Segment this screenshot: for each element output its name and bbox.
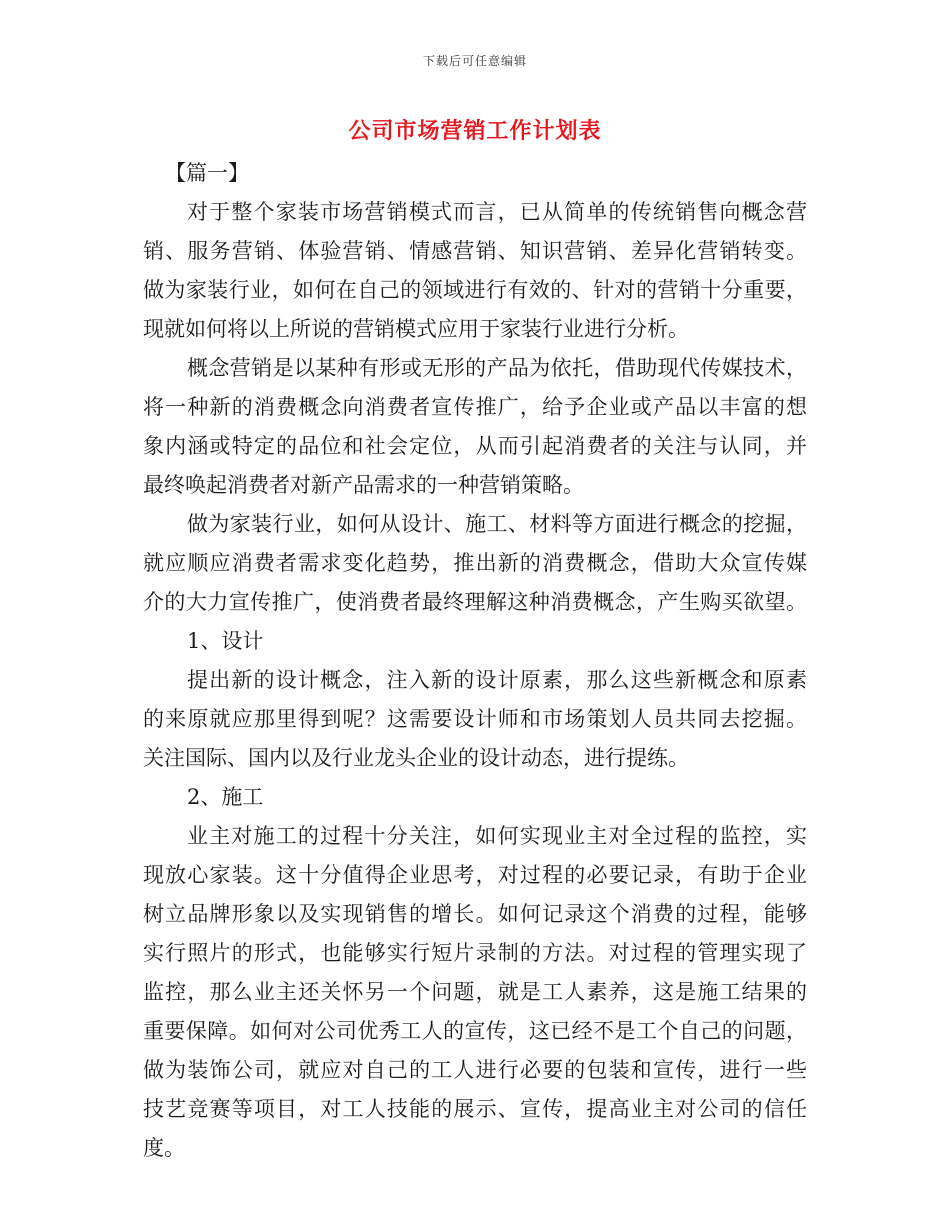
text-line: 树立品牌形象以及实现销售的增长。如何记录这个消费的过程，能够 (143, 902, 807, 926)
document-title: 公司市场营销工作计划表 (348, 118, 602, 144)
text-line: 最终唤起消费者对新产品需求的一种营销策略。 (143, 473, 584, 497)
text-line: 现放心家装。这十分值得企业思考，对过程的必要记录，有助于企业 (143, 863, 807, 887)
text-line: 就应顺应消费者需求变化趋势，推出新的消费概念，借助大众宣传媒 (143, 551, 807, 575)
text-line: 做为家装行业，如何在自己的领域进行有效的、针对的营销十分重要， (143, 278, 807, 302)
text-line: 象内涵或特定的品位和社会定位，从而引起消费者的关注与认同，并 (143, 434, 807, 458)
paragraph (143, 661, 807, 778)
text-line: 业主对施工的过程十分关注，如何实现业主对全过程的监控，实 (187, 824, 807, 848)
text-line: 实行照片的形式，也能够实行短片录制的方法。对过程的管理实现了 (143, 941, 807, 965)
paragraph (143, 817, 807, 1168)
subsection-heading: 1、设计 (187, 629, 264, 653)
text-line: 度。 (143, 1136, 185, 1160)
text-line: 重要保障。如何对公司优秀工人的宣传，这已经不是工个自己的问题， (143, 1019, 807, 1043)
text-line: 介的大力宣传推广，使消费者最终理解这种消费概念，产生购买欲望。 (143, 590, 807, 614)
section-label: 【篇一】 (165, 161, 249, 185)
text-line: 概念营销是以某种有形或无形的产品为依托，借助现代传媒技术， (187, 356, 807, 380)
text-line: 销、服务营销、体验营销、情感营销、知识营销、差异化营销转变。 (143, 239, 807, 263)
text-line: 现就如何将以上所说的营销模式应用于家装行业进行分析。 (143, 317, 689, 341)
paragraph (143, 505, 807, 622)
paragraph (143, 349, 807, 505)
text-line: 的来原就应那里得到呢？这需要设计师和市场策划人员共同去挖掘。 (143, 707, 807, 731)
text-line: 做为家装行业，如何从设计、施工、材料等方面进行概念的挖掘， (187, 512, 807, 536)
text-line: 将一种新的消费概念向消费者宣传推广，给予企业或产品以丰富的想 (143, 395, 807, 419)
text-line: 对于整个家装市场营销模式而言，已从简单的传统销售向概念营 (187, 200, 807, 224)
text-line: 提出新的设计概念，注入新的设计原素，那么这些新概念和原素 (187, 668, 807, 692)
text-line: 关注国际、国内以及行业龙头企业的设计动态，进行提练。 (143, 746, 689, 770)
document-body (143, 154, 807, 1168)
header-note: 下载后可任意编辑 (422, 54, 527, 68)
paragraph (143, 193, 807, 349)
subsection-heading: 2、施工 (187, 785, 264, 809)
text-line: 技艺竞赛等项目，对工人技能的展示、宣传，提高业主对公司的信任 (143, 1097, 807, 1121)
text-line: 做为装饰公司，就应对自己的工人进行必要的包装和宣传，进行一些 (143, 1058, 807, 1082)
text-line: 监控，那么业主还关怀另一个问题，就是工人素养，这是施工结果的 (143, 980, 807, 1004)
